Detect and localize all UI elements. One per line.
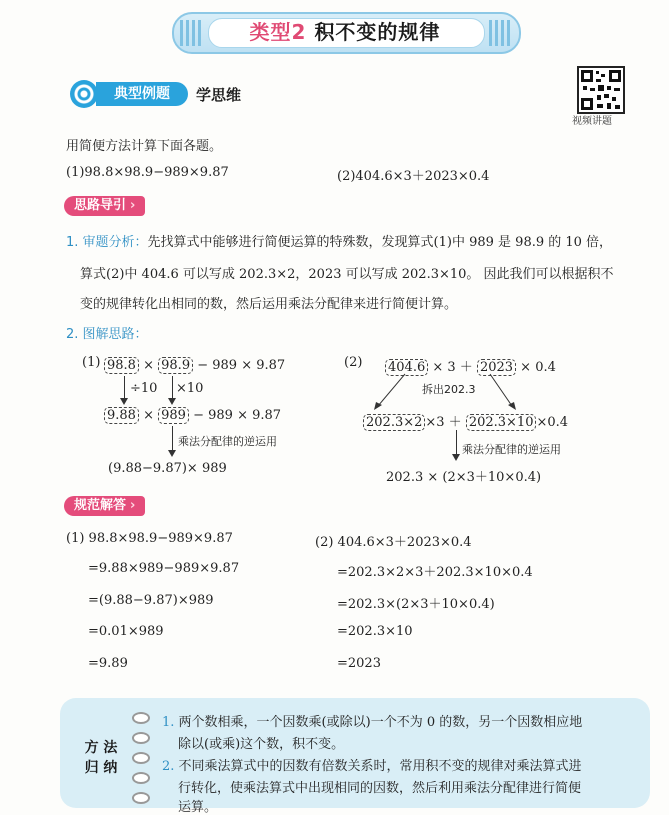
guide-p1-line1 <box>66 231 612 250</box>
solution-tag-label: 规范解答 <box>74 498 127 513</box>
target-icon <box>70 80 98 108</box>
diagram1-b: 98.9 <box>158 357 193 374</box>
diagram2-mid2: ×3 ＋ <box>425 415 462 430</box>
guide-p1-line3: 变的规律转化出相同的数，然后运用乘法分配律来进行简便计算。 <box>80 297 458 312</box>
section-badge: 典型例题 <box>96 82 188 106</box>
summary-tag <box>80 738 122 778</box>
spiral-ring <box>132 792 150 804</box>
diagram1-times-2: × <box>143 408 154 423</box>
solution1-line0: (1) 98.8×98.9−989×9.87 <box>66 531 233 546</box>
summary-p1-line2: 除以(或乘)这个数，积不变。 <box>178 737 345 752</box>
spiral-ring <box>132 752 150 764</box>
arrow-down-icon <box>120 398 128 405</box>
summary-tag-line1: 方 法 <box>84 740 118 756</box>
diagram1-times-1: × <box>143 358 154 373</box>
qr-label: 视频讲题 <box>572 116 612 127</box>
diagram1-a2: 9.88 <box>104 407 139 424</box>
diagram2-end2: ×0.4 <box>536 415 569 430</box>
summary-p2-line3: 运算。 <box>178 800 218 815</box>
guide-tag-label: 思路导引 <box>74 198 127 213</box>
diagram1-arrow-line-b <box>172 376 173 400</box>
diagram1-a: 98.8 <box>104 357 139 374</box>
diagram2-b2: 202.3×10 <box>466 414 537 431</box>
spiral-ring <box>132 772 150 784</box>
banner-title-text: 积不变的规律 <box>314 20 441 44</box>
diagram1-b2: 989 <box>158 407 189 424</box>
summary-p2-line1 <box>162 755 582 774</box>
banner-title <box>200 16 490 45</box>
guide-p1-label: 1. 审题分析： <box>66 235 148 250</box>
arrow-down-icon <box>452 454 460 461</box>
problem-q1: (1)98.8×98.9−989×9.87 <box>66 165 229 180</box>
arrow-down-icon <box>168 398 176 405</box>
guide-p1-text1: 先找算式中能够进行简便运算的特殊数，发现算式(1)中 989 是 98.9 的 10 倍， <box>147 235 613 250</box>
diagram2-end: × 0.4 <box>520 360 556 375</box>
summary-p1-num: 1. <box>162 715 175 730</box>
diagram1-mul-note: ×10 <box>176 381 204 396</box>
problem-prompt: 用简便方法计算下面各题。 <box>66 139 223 154</box>
diagram2-split-note: 拆出202.3 <box>422 383 476 396</box>
solution1-line3: =0.01×989 <box>88 624 164 639</box>
diagram1-rest: − 989 × 9.87 <box>197 358 286 373</box>
spiral-ring <box>132 712 150 724</box>
solution2-line0: (2) 404.6×3＋2023×0.4 <box>315 535 472 550</box>
diagram2-result: 202.3 × (2×3＋10×0.4) <box>386 470 542 485</box>
diagram2-a2: 202.3×2 <box>363 414 425 431</box>
arrow-down-icon <box>168 450 176 457</box>
solution-tag <box>64 496 145 516</box>
solution2-line1: =202.3×2×3＋202.3×10×0.4 <box>337 565 533 580</box>
guide-tag <box>64 196 145 216</box>
summary-p1-text1: 两个数相乘，一个因数乘(或除以)一个不为 0 的数，另一个因数相应地 <box>178 715 583 730</box>
diagram2-arrow-line <box>456 430 457 456</box>
solution2-line3: =202.3×10 <box>337 624 413 639</box>
diagram2-b: 2023 <box>477 359 516 376</box>
summary-tag-line2: 归 纳 <box>84 760 118 776</box>
problem-q2: (2)404.6×3＋2023×0.4 <box>337 169 490 184</box>
solution2-line4: =2023 <box>337 656 381 671</box>
diagram1-row1 <box>104 358 285 373</box>
section-subtitle: 学思维 <box>196 86 242 104</box>
banner-kind: 类型2 <box>249 20 307 44</box>
diagram1-div-note: ÷10 <box>130 381 158 396</box>
diagram1-row2 <box>104 408 281 423</box>
diagram1-law-note: 乘法分配律的逆运用 <box>178 435 277 448</box>
banner-stripes-right <box>489 20 513 46</box>
summary-p2-text1: 不同乘法算式中的因数有倍数关系时，常用积不变的规律对乘法算式进 <box>178 759 582 774</box>
solution1-line4: =9.89 <box>88 656 128 671</box>
diagram2-a: 404.6 <box>385 359 428 376</box>
summary-p2-num: 2. <box>162 759 175 774</box>
chevron-right-icon: › <box>130 198 136 213</box>
diagram2-mid: × 3 ＋ <box>432 360 473 375</box>
solution2-line2: =202.3×(2×3＋10×0.4) <box>337 597 495 612</box>
spiral-ring <box>132 732 150 744</box>
diagram1-rest2: − 989 × 9.87 <box>193 408 282 423</box>
guide-p1-line2: 算式(2)中 404.6 可以写成 202.3×2，2023 可以写成 202.3×10。 因此我们可以根据积不 <box>80 267 614 282</box>
diagram1-result: (9.88−9.87)× 989 <box>108 461 227 476</box>
chevron-right-icon: › <box>130 498 136 513</box>
diagram2-label: (2) <box>344 355 363 370</box>
guide-p2-label: 2. 图解思路： <box>66 327 148 342</box>
diagram2-law-note: 乘法分配律的逆运用 <box>462 443 561 456</box>
solution1-line1: =9.88×989−989×9.87 <box>88 561 240 576</box>
solution1-line2: =(9.88−9.87)×989 <box>88 593 214 608</box>
diagram1-arrow-line-c <box>172 426 173 452</box>
diagram1-label: (1) <box>82 355 101 370</box>
qr-code-icon[interactable] <box>577 66 625 114</box>
diagram1-arrow-line-a <box>124 376 125 400</box>
summary-p1-line1 <box>162 711 582 730</box>
diagram2-row2 <box>363 411 568 430</box>
summary-p2-line2: 行转化，使乘法算式中出现相同的因数，然后利用乘法分配律进行简便 <box>178 781 582 796</box>
